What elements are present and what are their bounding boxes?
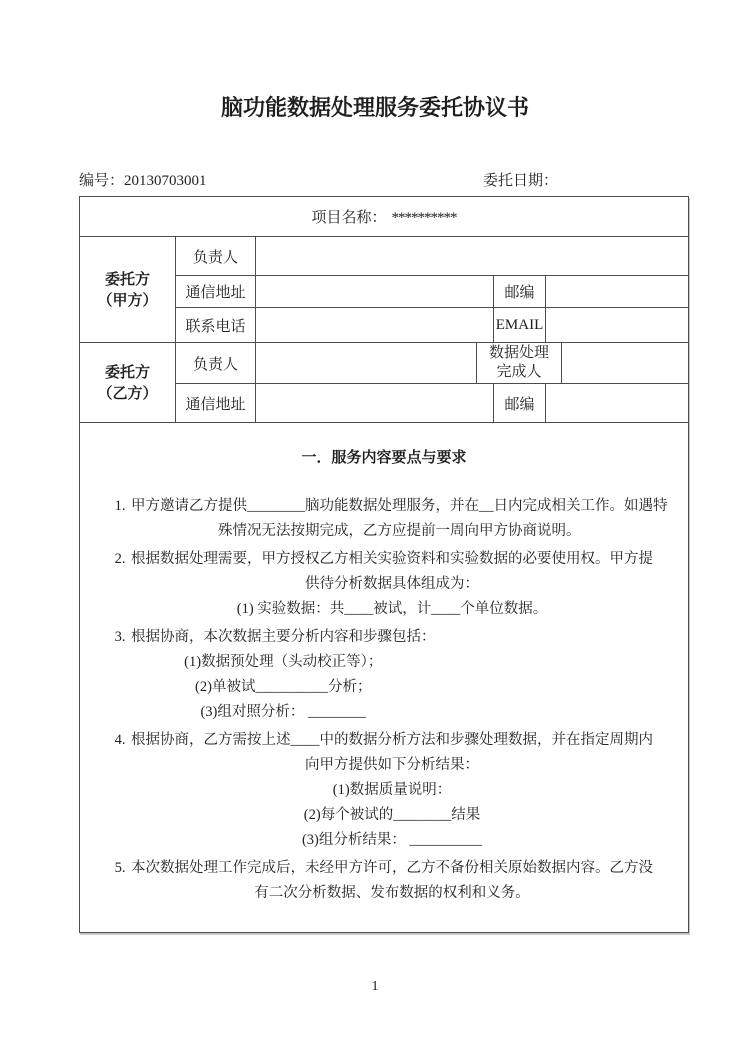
meta-row bbox=[79, 171, 688, 193]
item-number: 3. bbox=[114, 629, 126, 645]
party-a-role-cell bbox=[80, 237, 176, 343]
item-subitem-line: (3)组分析结果： __________ bbox=[301, 832, 483, 848]
item-number: 4. bbox=[114, 732, 126, 748]
party-a-address-label: 通信地址 bbox=[176, 276, 256, 308]
item-body bbox=[131, 547, 653, 622]
party-b-role-cell bbox=[80, 343, 176, 423]
doc-number-value: 20130703001 bbox=[124, 173, 207, 189]
doc-number-label: 编号： bbox=[79, 173, 125, 189]
page-number: 1 bbox=[371, 979, 379, 994]
party-b-processor-label-line1: 数据处理 bbox=[488, 345, 549, 361]
term-item-2 bbox=[80, 547, 688, 622]
item-body bbox=[131, 625, 436, 725]
party-a-role-line2: （甲方） bbox=[97, 291, 158, 309]
party-a-email-value-cell[interactable] bbox=[546, 308, 689, 343]
term-item-5 bbox=[80, 856, 688, 906]
party-a-principal-row bbox=[80, 237, 689, 276]
item-body bbox=[131, 728, 653, 853]
term-item-1 bbox=[80, 494, 688, 544]
party-b-principal-label: 负责人 bbox=[176, 343, 256, 384]
item-text-line: 向甲方提供如下分析结果： bbox=[305, 757, 479, 773]
document-title: 脑功能数据处理服务委托协议书 bbox=[220, 95, 529, 120]
item-body bbox=[131, 856, 653, 906]
item-subitem-line: (3)组对照分析： ________ bbox=[200, 704, 367, 720]
term-item-4 bbox=[80, 728, 688, 853]
service-terms-row bbox=[80, 423, 689, 933]
item-text-line: 有二次分析数据、发布数据的权利和义务。 bbox=[254, 885, 530, 901]
party-b-zip-label: 邮编 bbox=[494, 384, 546, 423]
term-item-3 bbox=[80, 625, 688, 725]
item-subitem-line: (2)单被试__________分析； bbox=[195, 679, 372, 695]
service-terms-cell bbox=[80, 423, 689, 933]
project-name-row bbox=[80, 197, 689, 237]
party-b-zip-value-cell[interactable] bbox=[546, 384, 689, 423]
item-text-line: 殊情况无法按期完成，乙方应提前一周向甲方协商说明。 bbox=[218, 523, 581, 539]
project-name-cell bbox=[80, 197, 689, 237]
party-a-phone-label: 联系电话 bbox=[176, 308, 256, 343]
item-text-line: 根据数据处理需要，甲方授权乙方相关实验资料和实验数据的必要使用权。甲方提 bbox=[131, 551, 653, 567]
item-number: 5. bbox=[114, 860, 126, 876]
doc-number bbox=[79, 171, 207, 191]
party-a-phone-value-cell[interactable] bbox=[256, 308, 494, 343]
party-a-email-label: EMAIL bbox=[494, 308, 546, 343]
party-b-address-value-cell[interactable] bbox=[256, 384, 494, 423]
item-subitem-line: (2)每个被试的________结果 bbox=[303, 807, 481, 823]
party-b-principal-value-cell[interactable] bbox=[256, 343, 477, 384]
item-subitem-line: (1) 实验数据：共____被试，计____个单位数据。 bbox=[236, 601, 548, 617]
party-a-address-value-cell[interactable] bbox=[256, 276, 494, 308]
party-b-processor-label-cell bbox=[477, 343, 562, 384]
commission-date-label: 委托日期： bbox=[483, 173, 559, 189]
party-a-principal-value-cell[interactable] bbox=[256, 237, 689, 276]
item-number: 1. bbox=[114, 498, 126, 514]
item-number: 2. bbox=[114, 551, 126, 567]
item-text-line: 根据协商，本次数据主要分析内容和步骤包括： bbox=[131, 629, 436, 645]
party-a-principal-label: 负责人 bbox=[176, 237, 256, 276]
party-b-address-label: 通信地址 bbox=[176, 384, 256, 423]
item-text-line: 根据协商，乙方需按上述____中的数据分析方法和步骤处理数据，并在指定周期内 bbox=[131, 732, 653, 748]
project-name-label: 项目名称： bbox=[311, 210, 387, 226]
item-text-line: 供待分析数据具体组成为： bbox=[305, 576, 479, 592]
party-a-role-line1: 委托方 bbox=[104, 270, 150, 288]
item-subitem-line: (1)数据质量说明： bbox=[332, 782, 452, 798]
project-name-value: ********** bbox=[391, 210, 457, 226]
party-b-role-line1: 委托方 bbox=[104, 363, 150, 381]
party-a-zip-value-cell[interactable] bbox=[546, 276, 689, 308]
party-a-zip-label: 邮编 bbox=[494, 276, 546, 308]
section-heading: 一．服务内容要点与要求 bbox=[301, 449, 467, 466]
item-body bbox=[131, 494, 668, 544]
item-text-line: 甲方邀请乙方提供________脑功能数据处理服务，并在__日内完成相关工作。如遇特 bbox=[131, 498, 668, 514]
party-b-principal-row bbox=[80, 343, 689, 384]
item-subitem-line: (1)数据预处理（头动校正等）； bbox=[184, 654, 383, 670]
party-b-role-line2: （乙方） bbox=[97, 384, 158, 402]
item-text-line: 本次数据处理工作完成后，未经甲方许可，乙方不备份相关原始数据内容。乙方没 bbox=[131, 860, 653, 876]
agreement-form-table bbox=[79, 196, 689, 933]
party-b-processor-label-line2: 完成人 bbox=[496, 364, 542, 380]
party-b-processor-value-cell[interactable] bbox=[562, 343, 689, 384]
